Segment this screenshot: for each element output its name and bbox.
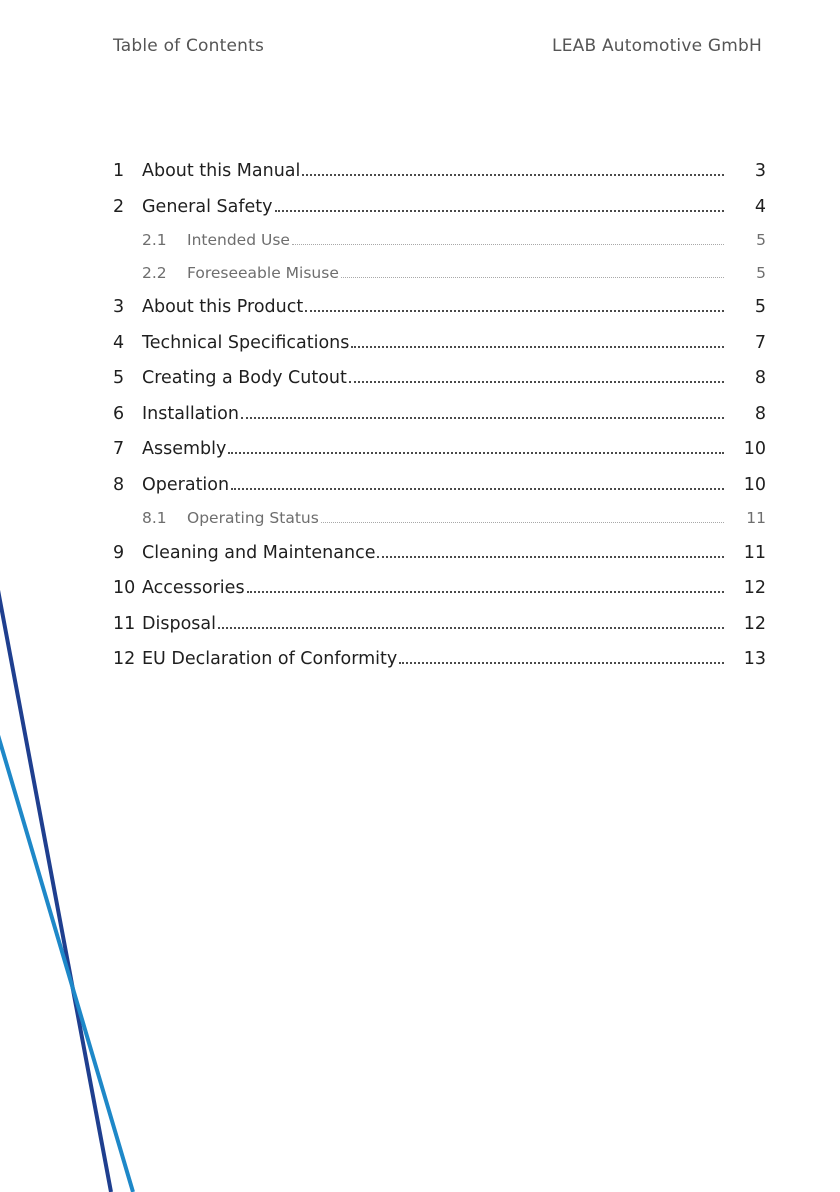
toc-entry-page: 12 <box>743 578 766 598</box>
toc-entry-page: 8 <box>754 403 766 424</box>
toc-entry-number: 8 <box>113 474 125 495</box>
toc-entry-title: Accessories <box>142 578 245 598</box>
toc-dot-leader <box>341 264 724 278</box>
toc-entry[interactable] <box>113 160 766 196</box>
toc-entry-page: 7 <box>754 332 766 353</box>
toc-entry-title: Disposal <box>142 613 216 634</box>
toc-entry-page: 10 <box>743 474 766 495</box>
toc-entry[interactable] <box>113 296 766 332</box>
toc-entry-number: 2.1 <box>142 231 167 249</box>
toc-entry-title: Operating Status <box>187 509 319 527</box>
toc-entry-number: 2 <box>113 196 125 217</box>
toc-entry-number: 1 <box>113 161 125 181</box>
toc-entry-page: 5 <box>756 231 766 249</box>
toc-entry-page: 8 <box>754 368 766 388</box>
toc-entry-title: General Safety <box>142 196 273 217</box>
toc-dot-leader <box>231 474 724 490</box>
toc-entry-number: 12 <box>113 649 136 669</box>
toc-entry-page: 4 <box>754 196 766 217</box>
toc-dot-leader <box>241 403 724 419</box>
toc-entry[interactable] <box>113 648 766 684</box>
toc-entry-title: About this Product <box>142 297 304 317</box>
toc-subentry[interactable] <box>113 509 766 542</box>
toc-entry-number: 2.2 <box>142 263 167 282</box>
toc-entry[interactable] <box>113 438 766 474</box>
toc-entry-title: Technical Specifications <box>142 332 350 353</box>
toc-entry-number: 6 <box>113 403 125 424</box>
toc-entry-title: Intended Use <box>187 231 290 249</box>
toc-entry-page: 5 <box>754 297 766 317</box>
toc-dot-leader <box>399 648 724 664</box>
toc-entry[interactable] <box>113 542 766 578</box>
toc-entry-page: 3 <box>754 161 766 181</box>
toc-entry-number: 5 <box>113 368 125 388</box>
toc-entry[interactable] <box>113 196 766 232</box>
toc-entry[interactable] <box>113 474 766 510</box>
toc-dot-leader <box>228 438 724 454</box>
toc-dot-leader <box>292 231 724 245</box>
toc-entry-title: Operation <box>142 474 230 495</box>
toc-entry-title: EU Declaration of Conformity <box>142 649 398 669</box>
running-header-section: Table of Contents <box>113 36 265 56</box>
toc-dot-leader <box>349 367 724 383</box>
toc-entry-page: 11 <box>746 509 766 527</box>
toc-entry-number: 9 <box>113 542 125 563</box>
toc-entry-title: Installation <box>142 403 239 424</box>
toc-entry-number: 11 <box>113 613 136 634</box>
toc-entry-title: About this Manual <box>142 161 301 181</box>
toc-entry-number: 7 <box>113 439 125 459</box>
toc-entry-number: 4 <box>113 332 125 353</box>
toc-entry-page: 12 <box>743 613 766 634</box>
toc-entry-page: 11 <box>743 542 766 563</box>
toc-dot-leader <box>305 296 724 312</box>
toc-entry[interactable] <box>113 613 766 649</box>
toc-entry-page: 5 <box>756 263 766 282</box>
toc-entry-page: 10 <box>743 439 766 459</box>
toc-entry-title: Cleaning and Maintenance <box>142 542 376 563</box>
light-blue-line <box>0 735 133 1192</box>
toc-subentry[interactable] <box>113 231 766 264</box>
toc-dot-leader <box>321 509 724 523</box>
toc-entry[interactable] <box>113 403 766 439</box>
toc-entry-title: Foreseeable Misuse <box>187 263 339 282</box>
toc-entry-number: 8.1 <box>142 509 167 527</box>
toc-entry-title: Creating a Body Cutout <box>142 368 347 388</box>
table-of-contents <box>113 160 766 684</box>
toc-dot-leader <box>275 196 724 212</box>
running-header-company: LEAB Automotive GmbH <box>552 36 762 56</box>
toc-dot-leader <box>247 577 724 593</box>
toc-entry-title: Assembly <box>142 439 227 459</box>
toc-entry-page: 13 <box>743 649 766 669</box>
toc-dot-leader <box>377 542 724 558</box>
toc-entry[interactable] <box>113 332 766 368</box>
toc-subentry[interactable] <box>113 264 766 297</box>
toc-dot-leader <box>302 160 724 176</box>
toc-dot-leader <box>351 332 724 348</box>
toc-dot-leader <box>218 613 724 629</box>
dark-blue-line <box>0 590 111 1192</box>
toc-entry[interactable] <box>113 367 766 403</box>
toc-entry[interactable] <box>113 577 766 613</box>
toc-entry-number: 10 <box>113 578 136 598</box>
toc-entry-number: 3 <box>113 297 125 317</box>
